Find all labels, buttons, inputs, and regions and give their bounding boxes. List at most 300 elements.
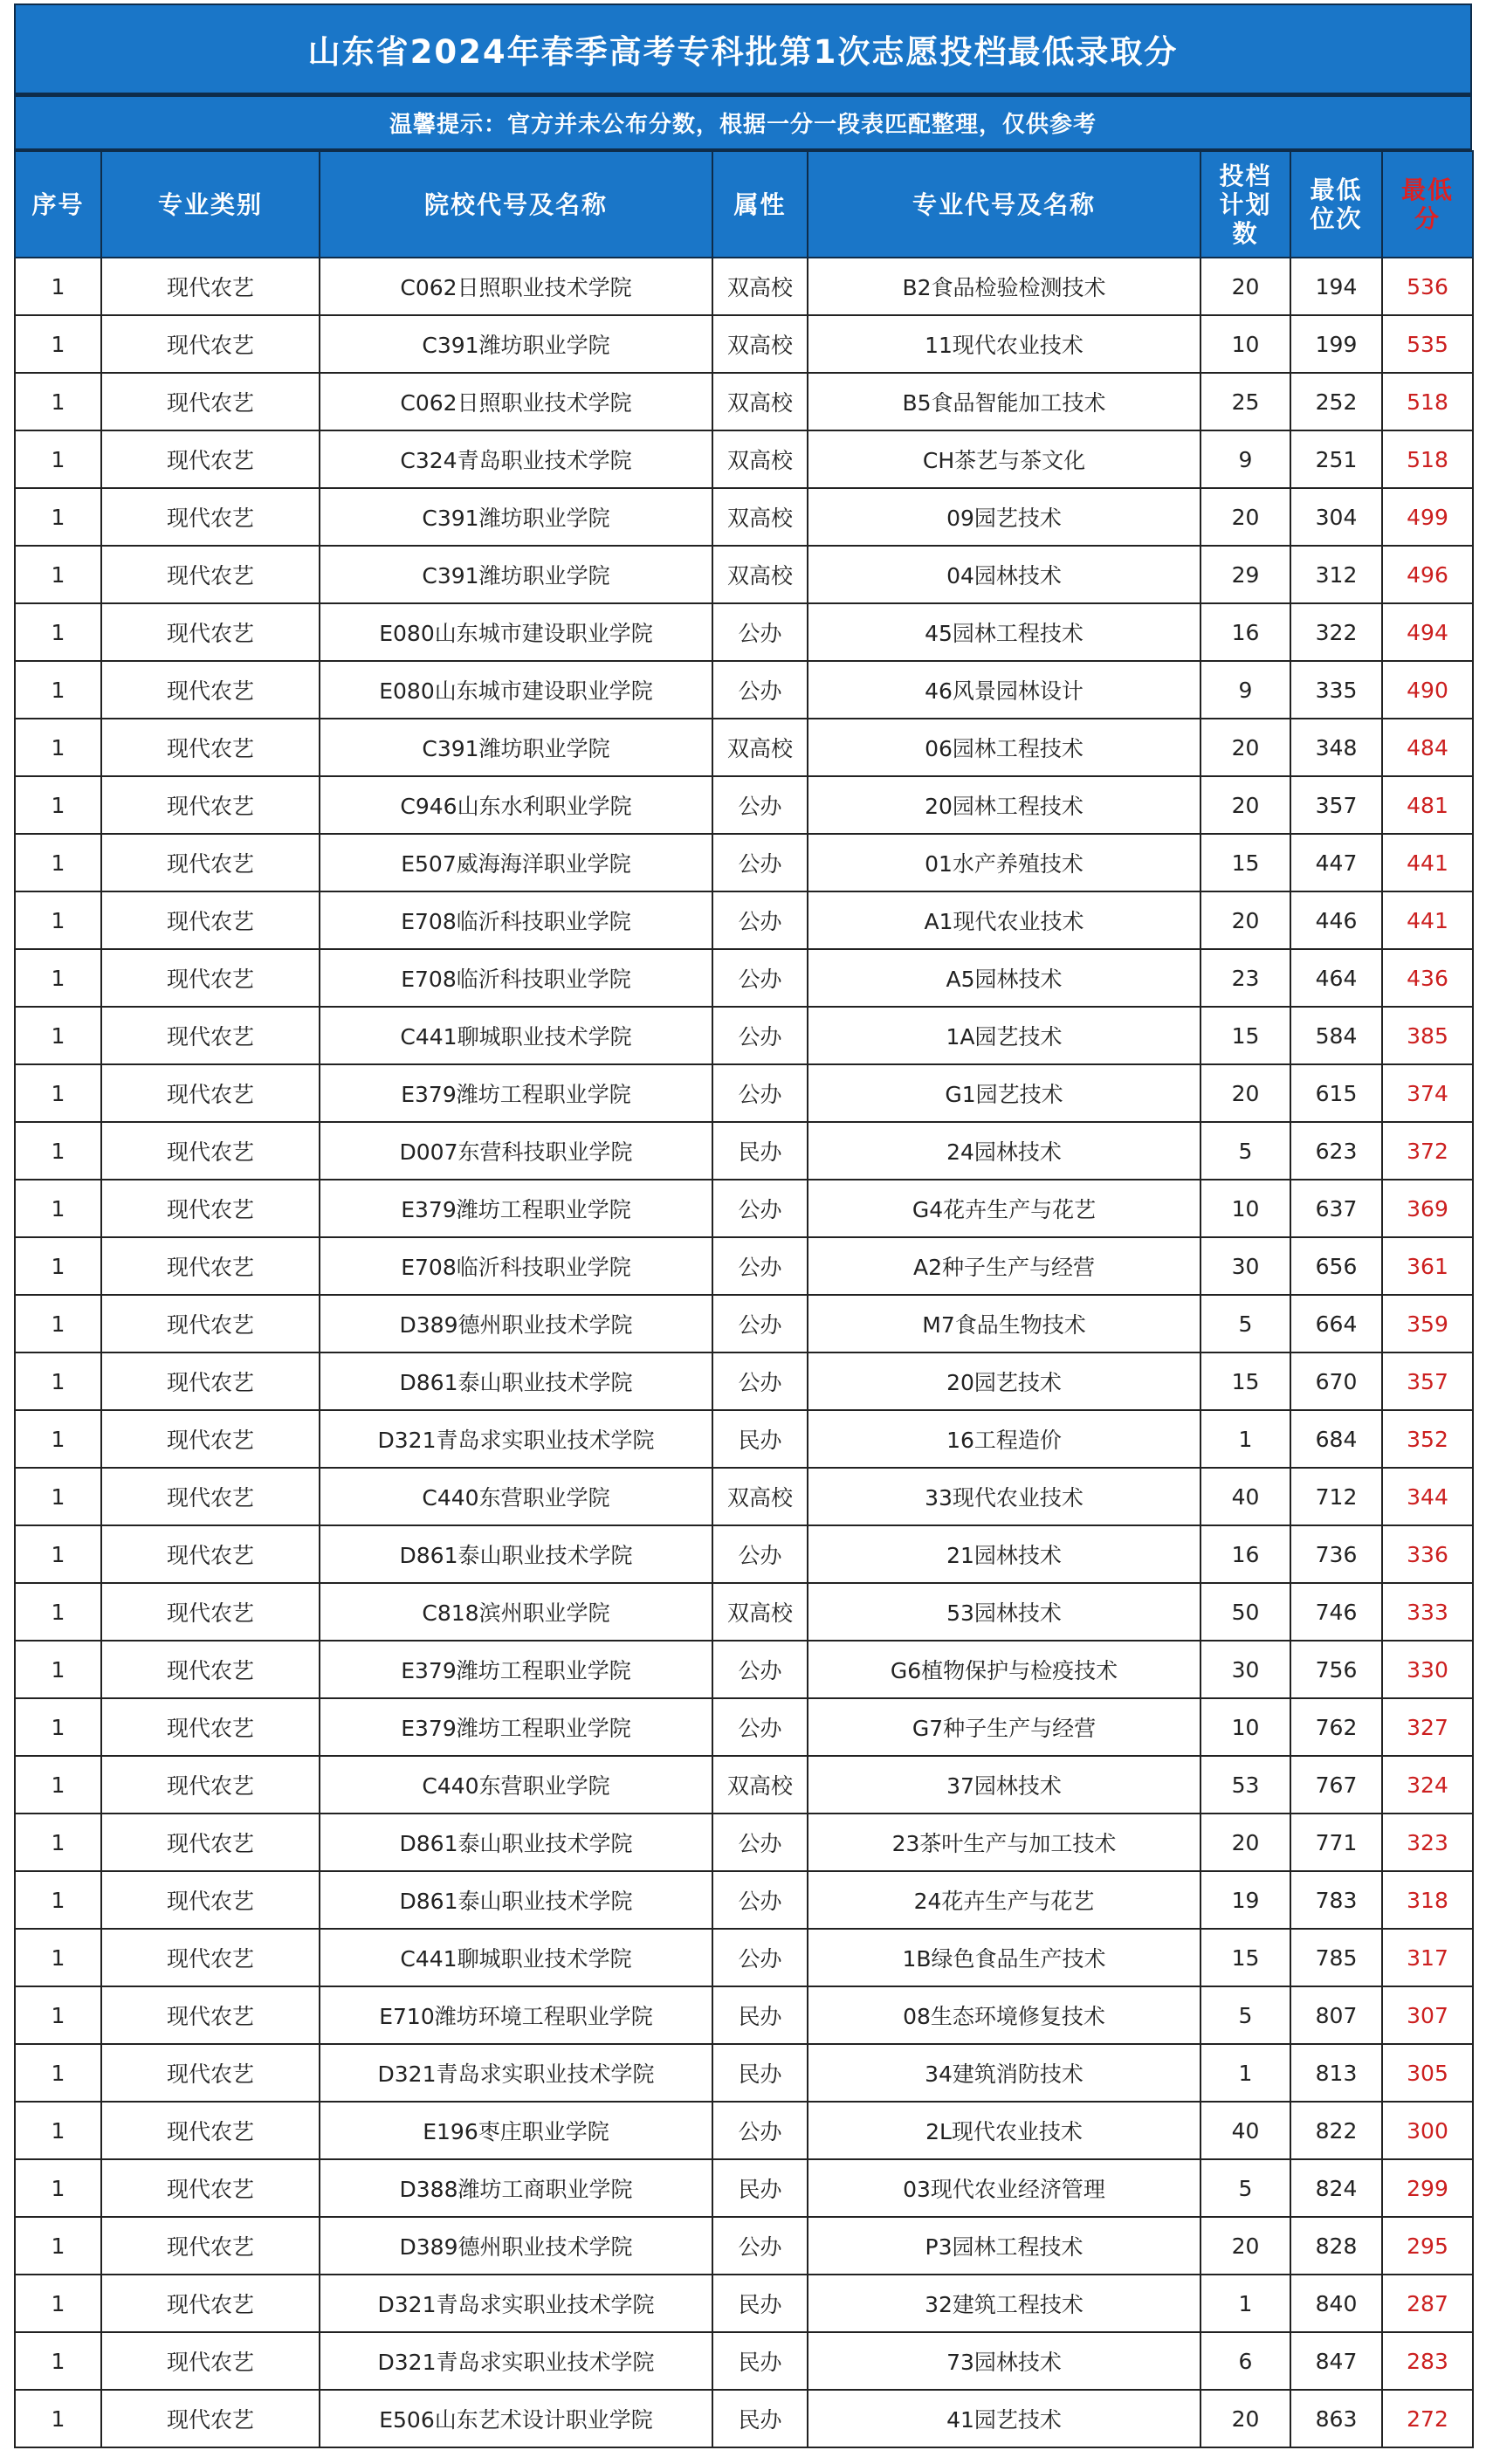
- cell-seq: 1: [15, 2332, 101, 2390]
- cell-seq: 1: [15, 1064, 101, 1122]
- cell-score: 441: [1382, 891, 1473, 949]
- cell-school: C440东营职业学院: [320, 1756, 712, 1814]
- cell-score: 372: [1382, 1122, 1473, 1180]
- cell-seq: 1: [15, 1871, 101, 1929]
- cell-category: 现代农艺: [101, 719, 320, 776]
- cell-score: 496: [1382, 546, 1473, 603]
- table-row: [15, 603, 1473, 661]
- cell-attr: 公办: [712, 834, 808, 891]
- cell-major: 11现代农业技术: [808, 315, 1200, 373]
- table-row: [15, 1929, 1473, 1986]
- cell-plan: 15: [1200, 834, 1290, 891]
- cell-plan: 5: [1200, 1122, 1290, 1180]
- cell-plan: 5: [1200, 1295, 1290, 1352]
- cell-category: 现代农艺: [101, 1007, 320, 1064]
- cell-school: D861泰山职业技术学院: [320, 1525, 712, 1583]
- cell-seq: 1: [15, 1929, 101, 1986]
- cell-seq: 1: [15, 1352, 101, 1410]
- cell-school: E080山东城市建设职业学院: [320, 661, 712, 719]
- cell-attr: 公办: [712, 891, 808, 949]
- cell-category: 现代农艺: [101, 2044, 320, 2102]
- cell-school: C946山东水利职业学院: [320, 776, 712, 834]
- cell-attr: 公办: [712, 1180, 808, 1237]
- cell-major: A1现代农业技术: [808, 891, 1200, 949]
- cell-major: G1园艺技术: [808, 1064, 1200, 1122]
- cell-rank: 828: [1290, 2217, 1382, 2275]
- cell-category: 现代农艺: [101, 834, 320, 891]
- table-row: [15, 1756, 1473, 1814]
- cell-category: 现代农艺: [101, 546, 320, 603]
- cell-rank: 840: [1290, 2275, 1382, 2332]
- cell-plan: 30: [1200, 1641, 1290, 1698]
- cell-plan: 23: [1200, 949, 1290, 1007]
- page-title: 山东省2024年春季高考专科批第1次志愿投档最低录取分: [14, 3, 1472, 94]
- cell-category: 现代农艺: [101, 1237, 320, 1295]
- header-rank: [1290, 151, 1382, 258]
- table-row: [15, 1352, 1473, 1410]
- cell-school: E506山东艺术设计职业学院: [320, 2390, 712, 2447]
- table-row: [15, 1871, 1473, 1929]
- cell-attr: 民办: [712, 2332, 808, 2390]
- cell-rank: 637: [1290, 1180, 1382, 1237]
- cell-school: D389德州职业技术学院: [320, 1295, 712, 1352]
- table-row: [15, 1007, 1473, 1064]
- table-row: [15, 2044, 1473, 2102]
- cell-major: 41园艺技术: [808, 2390, 1200, 2447]
- notice-banner: 温馨提示：官方并未公布分数，根据一分一段表匹配整理，仅供参考: [14, 94, 1472, 150]
- cell-seq: 1: [15, 1525, 101, 1583]
- cell-seq: 1: [15, 258, 101, 315]
- cell-attr: 公办: [712, 661, 808, 719]
- cell-rank: 736: [1290, 1525, 1382, 1583]
- cell-seq: 1: [15, 488, 101, 546]
- cell-major: CH茶艺与茶文化: [808, 430, 1200, 488]
- cell-plan: 5: [1200, 2159, 1290, 2217]
- admission-table: [14, 150, 1474, 2448]
- cell-score: 323: [1382, 1814, 1473, 1871]
- cell-major: G4花卉生产与花艺: [808, 1180, 1200, 1237]
- cell-school: D389德州职业技术学院: [320, 2217, 712, 2275]
- cell-seq: 1: [15, 1468, 101, 1525]
- cell-seq: 1: [15, 2390, 101, 2447]
- cell-seq: 1: [15, 1237, 101, 1295]
- cell-category: 现代农艺: [101, 2159, 320, 2217]
- header-rank-line2: 位次: [1310, 204, 1363, 233]
- cell-rank: 199: [1290, 315, 1382, 373]
- cell-score: 535: [1382, 315, 1473, 373]
- table-row: [15, 1064, 1473, 1122]
- cell-plan: 1: [1200, 2275, 1290, 2332]
- cell-school: D321青岛求实职业技术学院: [320, 2332, 712, 2390]
- cell-plan: 50: [1200, 1583, 1290, 1641]
- cell-rank: 807: [1290, 1986, 1382, 2044]
- header-score-line2: 分: [1414, 204, 1441, 233]
- header-plan: [1200, 151, 1290, 258]
- cell-rank: 304: [1290, 488, 1382, 546]
- cell-major: 04园林技术: [808, 546, 1200, 603]
- cell-plan: 9: [1200, 661, 1290, 719]
- table-row: [15, 891, 1473, 949]
- cell-plan: 15: [1200, 1007, 1290, 1064]
- cell-attr: 双高校: [712, 546, 808, 603]
- cell-major: M7食品生物技术: [808, 1295, 1200, 1352]
- cell-major: 09园艺技术: [808, 488, 1200, 546]
- cell-score: 295: [1382, 2217, 1473, 2275]
- cell-category: 现代农艺: [101, 1064, 320, 1122]
- header-score: [1382, 151, 1473, 258]
- table-row: [15, 776, 1473, 834]
- cell-rank: 824: [1290, 2159, 1382, 2217]
- cell-attr: 公办: [712, 1007, 808, 1064]
- cell-score: 481: [1382, 776, 1473, 834]
- cell-school: E379潍坊工程职业学院: [320, 1064, 712, 1122]
- cell-major: 21园林技术: [808, 1525, 1200, 1583]
- cell-category: 现代农艺: [101, 1698, 320, 1756]
- cell-score: 441: [1382, 834, 1473, 891]
- cell-seq: 1: [15, 661, 101, 719]
- cell-category: 现代农艺: [101, 2275, 320, 2332]
- cell-plan: 10: [1200, 1180, 1290, 1237]
- header-major: 专业代号及名称: [808, 151, 1200, 258]
- cell-score: 317: [1382, 1929, 1473, 1986]
- cell-plan: 5: [1200, 1986, 1290, 2044]
- cell-plan: 20: [1200, 2217, 1290, 2275]
- cell-plan: 20: [1200, 488, 1290, 546]
- cell-rank: 615: [1290, 1064, 1382, 1122]
- cell-score: 536: [1382, 258, 1473, 315]
- table-row: [15, 834, 1473, 891]
- cell-school: C391潍坊职业学院: [320, 488, 712, 546]
- cell-category: 现代农艺: [101, 1641, 320, 1698]
- cell-plan: 1: [1200, 2044, 1290, 2102]
- cell-attr: 公办: [712, 1929, 808, 1986]
- cell-category: 现代农艺: [101, 2390, 320, 2447]
- cell-major: 20园艺技术: [808, 1352, 1200, 1410]
- cell-plan: 20: [1200, 258, 1290, 315]
- cell-category: 现代农艺: [101, 315, 320, 373]
- cell-attr: 公办: [712, 1352, 808, 1410]
- cell-rank: 464: [1290, 949, 1382, 1007]
- cell-seq: 1: [15, 891, 101, 949]
- cell-score: 300: [1382, 2102, 1473, 2159]
- cell-category: 现代农艺: [101, 776, 320, 834]
- cell-major: 32建筑工程技术: [808, 2275, 1200, 2332]
- cell-category: 现代农艺: [101, 1122, 320, 1180]
- cell-seq: 1: [15, 2159, 101, 2217]
- cell-plan: 10: [1200, 315, 1290, 373]
- cell-rank: 684: [1290, 1410, 1382, 1468]
- cell-plan: 15: [1200, 1929, 1290, 1986]
- cell-rank: 656: [1290, 1237, 1382, 1295]
- table-row: [15, 1814, 1473, 1871]
- cell-plan: 1: [1200, 1410, 1290, 1468]
- cell-school: E379潍坊工程职业学院: [320, 1180, 712, 1237]
- cell-school: D007东营科技职业学院: [320, 1122, 712, 1180]
- cell-rank: 746: [1290, 1583, 1382, 1641]
- cell-score: 307: [1382, 1986, 1473, 2044]
- cell-rank: 670: [1290, 1352, 1382, 1410]
- cell-school: C441聊城职业技术学院: [320, 1929, 712, 1986]
- cell-seq: 1: [15, 1583, 101, 1641]
- cell-score: 357: [1382, 1352, 1473, 1410]
- cell-rank: 783: [1290, 1871, 1382, 1929]
- cell-seq: 1: [15, 2275, 101, 2332]
- header-school: 院校代号及名称: [320, 151, 712, 258]
- table-row: [15, 1583, 1473, 1641]
- cell-seq: 1: [15, 603, 101, 661]
- cell-rank: 822: [1290, 2102, 1382, 2159]
- cell-major: 34建筑消防技术: [808, 2044, 1200, 2102]
- cell-school: D861泰山职业技术学院: [320, 1871, 712, 1929]
- cell-plan: 15: [1200, 1352, 1290, 1410]
- cell-seq: 1: [15, 1180, 101, 1237]
- cell-major: 06园林工程技术: [808, 719, 1200, 776]
- table-row: [15, 1237, 1473, 1295]
- cell-score: 436: [1382, 949, 1473, 1007]
- cell-seq: 1: [15, 776, 101, 834]
- cell-major: G6植物保护与检疫技术: [808, 1641, 1200, 1698]
- cell-score: 333: [1382, 1583, 1473, 1641]
- cell-attr: 双高校: [712, 430, 808, 488]
- cell-school: C324青岛职业技术学院: [320, 430, 712, 488]
- cell-score: 352: [1382, 1410, 1473, 1468]
- cell-seq: 1: [15, 1410, 101, 1468]
- cell-seq: 1: [15, 1986, 101, 2044]
- cell-rank: 863: [1290, 2390, 1382, 2447]
- cell-plan: 16: [1200, 603, 1290, 661]
- cell-category: 现代农艺: [101, 949, 320, 1007]
- cell-school: C391潍坊职业学院: [320, 546, 712, 603]
- cell-seq: 1: [15, 1641, 101, 1698]
- cell-attr: 双高校: [712, 1468, 808, 1525]
- cell-major: 2L现代农业技术: [808, 2102, 1200, 2159]
- cell-attr: 双高校: [712, 1583, 808, 1641]
- cell-plan: 20: [1200, 1064, 1290, 1122]
- cell-seq: 1: [15, 430, 101, 488]
- cell-score: 287: [1382, 2275, 1473, 2332]
- cell-school: C391潍坊职业学院: [320, 315, 712, 373]
- cell-category: 现代农艺: [101, 1583, 320, 1641]
- cell-attr: 民办: [712, 2390, 808, 2447]
- cell-major: 33现代农业技术: [808, 1468, 1200, 1525]
- cell-attr: 公办: [712, 1525, 808, 1583]
- cell-plan: 9: [1200, 430, 1290, 488]
- header-plan-line1: 投档: [1219, 161, 1272, 190]
- cell-score: 327: [1382, 1698, 1473, 1756]
- cell-school: E196枣庄职业学院: [320, 2102, 712, 2159]
- cell-rank: 447: [1290, 834, 1382, 891]
- cell-plan: 20: [1200, 1814, 1290, 1871]
- table-row: [15, 1468, 1473, 1525]
- cell-rank: 623: [1290, 1122, 1382, 1180]
- table-row: [15, 2217, 1473, 2275]
- cell-major: B5食品智能加工技术: [808, 373, 1200, 430]
- cell-rank: 446: [1290, 891, 1382, 949]
- cell-category: 现代农艺: [101, 891, 320, 949]
- cell-category: 现代农艺: [101, 1410, 320, 1468]
- cell-school: D861泰山职业技术学院: [320, 1352, 712, 1410]
- cell-category: 现代农艺: [101, 661, 320, 719]
- cell-school: E710潍坊环境工程职业学院: [320, 1986, 712, 2044]
- cell-plan: 19: [1200, 1871, 1290, 1929]
- header-category: 专业类别: [101, 151, 320, 258]
- table-row: [15, 2102, 1473, 2159]
- cell-attr: 公办: [712, 603, 808, 661]
- cell-school: E080山东城市建设职业学院: [320, 603, 712, 661]
- cell-attr: 公办: [712, 949, 808, 1007]
- cell-plan: 10: [1200, 1698, 1290, 1756]
- cell-school: C441聊城职业技术学院: [320, 1007, 712, 1064]
- cell-major: 45园林工程技术: [808, 603, 1200, 661]
- cell-school: E379潍坊工程职业学院: [320, 1698, 712, 1756]
- cell-attr: 双高校: [712, 258, 808, 315]
- cell-attr: 民办: [712, 2159, 808, 2217]
- cell-seq: 1: [15, 1007, 101, 1064]
- cell-category: 现代农艺: [101, 2102, 320, 2159]
- cell-plan: 20: [1200, 891, 1290, 949]
- cell-major: G7种子生产与经营: [808, 1698, 1200, 1756]
- cell-score: 272: [1382, 2390, 1473, 2447]
- cell-attr: 民办: [712, 2275, 808, 2332]
- cell-attr: 民办: [712, 1986, 808, 2044]
- cell-seq: 1: [15, 2217, 101, 2275]
- cell-seq: 1: [15, 2044, 101, 2102]
- cell-major: 08生态环境修复技术: [808, 1986, 1200, 2044]
- cell-seq: 1: [15, 1295, 101, 1352]
- cell-category: 现代农艺: [101, 1929, 320, 1986]
- cell-plan: 53: [1200, 1756, 1290, 1814]
- cell-major: 1B绿色食品生产技术: [808, 1929, 1200, 1986]
- cell-attr: 公办: [712, 776, 808, 834]
- cell-school: D321青岛求实职业技术学院: [320, 2044, 712, 2102]
- cell-category: 现代农艺: [101, 1525, 320, 1583]
- table-row: [15, 258, 1473, 315]
- cell-rank: 785: [1290, 1929, 1382, 1986]
- cell-seq: 1: [15, 1698, 101, 1756]
- cell-rank: 756: [1290, 1641, 1382, 1698]
- table-row: [15, 1641, 1473, 1698]
- table-body: [15, 258, 1473, 2447]
- cell-rank: 194: [1290, 258, 1382, 315]
- cell-school: E708临沂科技职业学院: [320, 1237, 712, 1295]
- table-row: [15, 719, 1473, 776]
- cell-major: A5园林技术: [808, 949, 1200, 1007]
- header-seq: 序号: [15, 151, 101, 258]
- cell-major: B2食品检验检测技术: [808, 258, 1200, 315]
- cell-attr: 公办: [712, 1237, 808, 1295]
- cell-category: 现代农艺: [101, 1871, 320, 1929]
- admission-sheet: [14, 3, 1472, 2448]
- table-row: [15, 949, 1473, 1007]
- cell-school: E708临沂科技职业学院: [320, 949, 712, 1007]
- cell-score: 518: [1382, 430, 1473, 488]
- cell-score: 518: [1382, 373, 1473, 430]
- cell-plan: 20: [1200, 776, 1290, 834]
- cell-major: 73园林技术: [808, 2332, 1200, 2390]
- cell-major: 53园林技术: [808, 1583, 1200, 1641]
- cell-attr: 双高校: [712, 315, 808, 373]
- cell-rank: 312: [1290, 546, 1382, 603]
- cell-major: 46风景园林设计: [808, 661, 1200, 719]
- cell-major: 23茶叶生产与加工技术: [808, 1814, 1200, 1871]
- cell-attr: 公办: [712, 1814, 808, 1871]
- cell-category: 现代农艺: [101, 1814, 320, 1871]
- cell-category: 现代农艺: [101, 1986, 320, 2044]
- cell-major: 03现代农业经济管理: [808, 2159, 1200, 2217]
- cell-attr: 公办: [712, 1064, 808, 1122]
- cell-seq: 1: [15, 1122, 101, 1180]
- header-plan-line2: 计划: [1219, 189, 1272, 219]
- table-row: [15, 488, 1473, 546]
- cell-category: 现代农艺: [101, 1295, 320, 1352]
- cell-school: C391潍坊职业学院: [320, 719, 712, 776]
- cell-rank: 771: [1290, 1814, 1382, 1871]
- table-row: [15, 546, 1473, 603]
- cell-category: 现代农艺: [101, 430, 320, 488]
- cell-attr: 公办: [712, 2217, 808, 2275]
- cell-seq: 1: [15, 834, 101, 891]
- cell-rank: 712: [1290, 1468, 1382, 1525]
- cell-rank: 664: [1290, 1295, 1382, 1352]
- cell-category: 现代农艺: [101, 1352, 320, 1410]
- cell-attr: 双高校: [712, 1756, 808, 1814]
- cell-rank: 348: [1290, 719, 1382, 776]
- cell-rank: 584: [1290, 1007, 1382, 1064]
- cell-attr: 双高校: [712, 488, 808, 546]
- table-row: [15, 1180, 1473, 1237]
- table-row: [15, 373, 1473, 430]
- cell-plan: 25: [1200, 373, 1290, 430]
- cell-attr: 公办: [712, 1871, 808, 1929]
- cell-school: C062日照职业技术学院: [320, 258, 712, 315]
- cell-school: C818滨州职业学院: [320, 1583, 712, 1641]
- cell-score: 359: [1382, 1295, 1473, 1352]
- table-row: [15, 1295, 1473, 1352]
- cell-attr: 民办: [712, 1410, 808, 1468]
- cell-major: 16工程造价: [808, 1410, 1200, 1468]
- cell-major: 24花卉生产与花艺: [808, 1871, 1200, 1929]
- cell-score: 330: [1382, 1641, 1473, 1698]
- cell-category: 现代农艺: [101, 1468, 320, 1525]
- cell-score: 385: [1382, 1007, 1473, 1064]
- cell-seq: 1: [15, 1756, 101, 1814]
- header-score-line1: 最低: [1400, 176, 1454, 204]
- cell-category: 现代农艺: [101, 488, 320, 546]
- cell-school: D388潍坊工商职业学院: [320, 2159, 712, 2217]
- table-row: [15, 2275, 1473, 2332]
- cell-plan: 6: [1200, 2332, 1290, 2390]
- cell-plan: 16: [1200, 1525, 1290, 1583]
- cell-score: 490: [1382, 661, 1473, 719]
- cell-score: 361: [1382, 1237, 1473, 1295]
- header-row: [15, 151, 1473, 258]
- cell-attr: 公办: [712, 2102, 808, 2159]
- cell-seq: 1: [15, 949, 101, 1007]
- cell-major: 20园林工程技术: [808, 776, 1200, 834]
- table-row: [15, 315, 1473, 373]
- table-row: [15, 661, 1473, 719]
- cell-attr: 公办: [712, 1698, 808, 1756]
- cell-rank: 251: [1290, 430, 1382, 488]
- cell-plan: 40: [1200, 1468, 1290, 1525]
- cell-seq: 1: [15, 373, 101, 430]
- table-row: [15, 1122, 1473, 1180]
- cell-seq: 1: [15, 719, 101, 776]
- cell-school: C062日照职业技术学院: [320, 373, 712, 430]
- cell-score: 369: [1382, 1180, 1473, 1237]
- cell-score: 305: [1382, 2044, 1473, 2102]
- header-rank-line1: 最低: [1310, 176, 1363, 204]
